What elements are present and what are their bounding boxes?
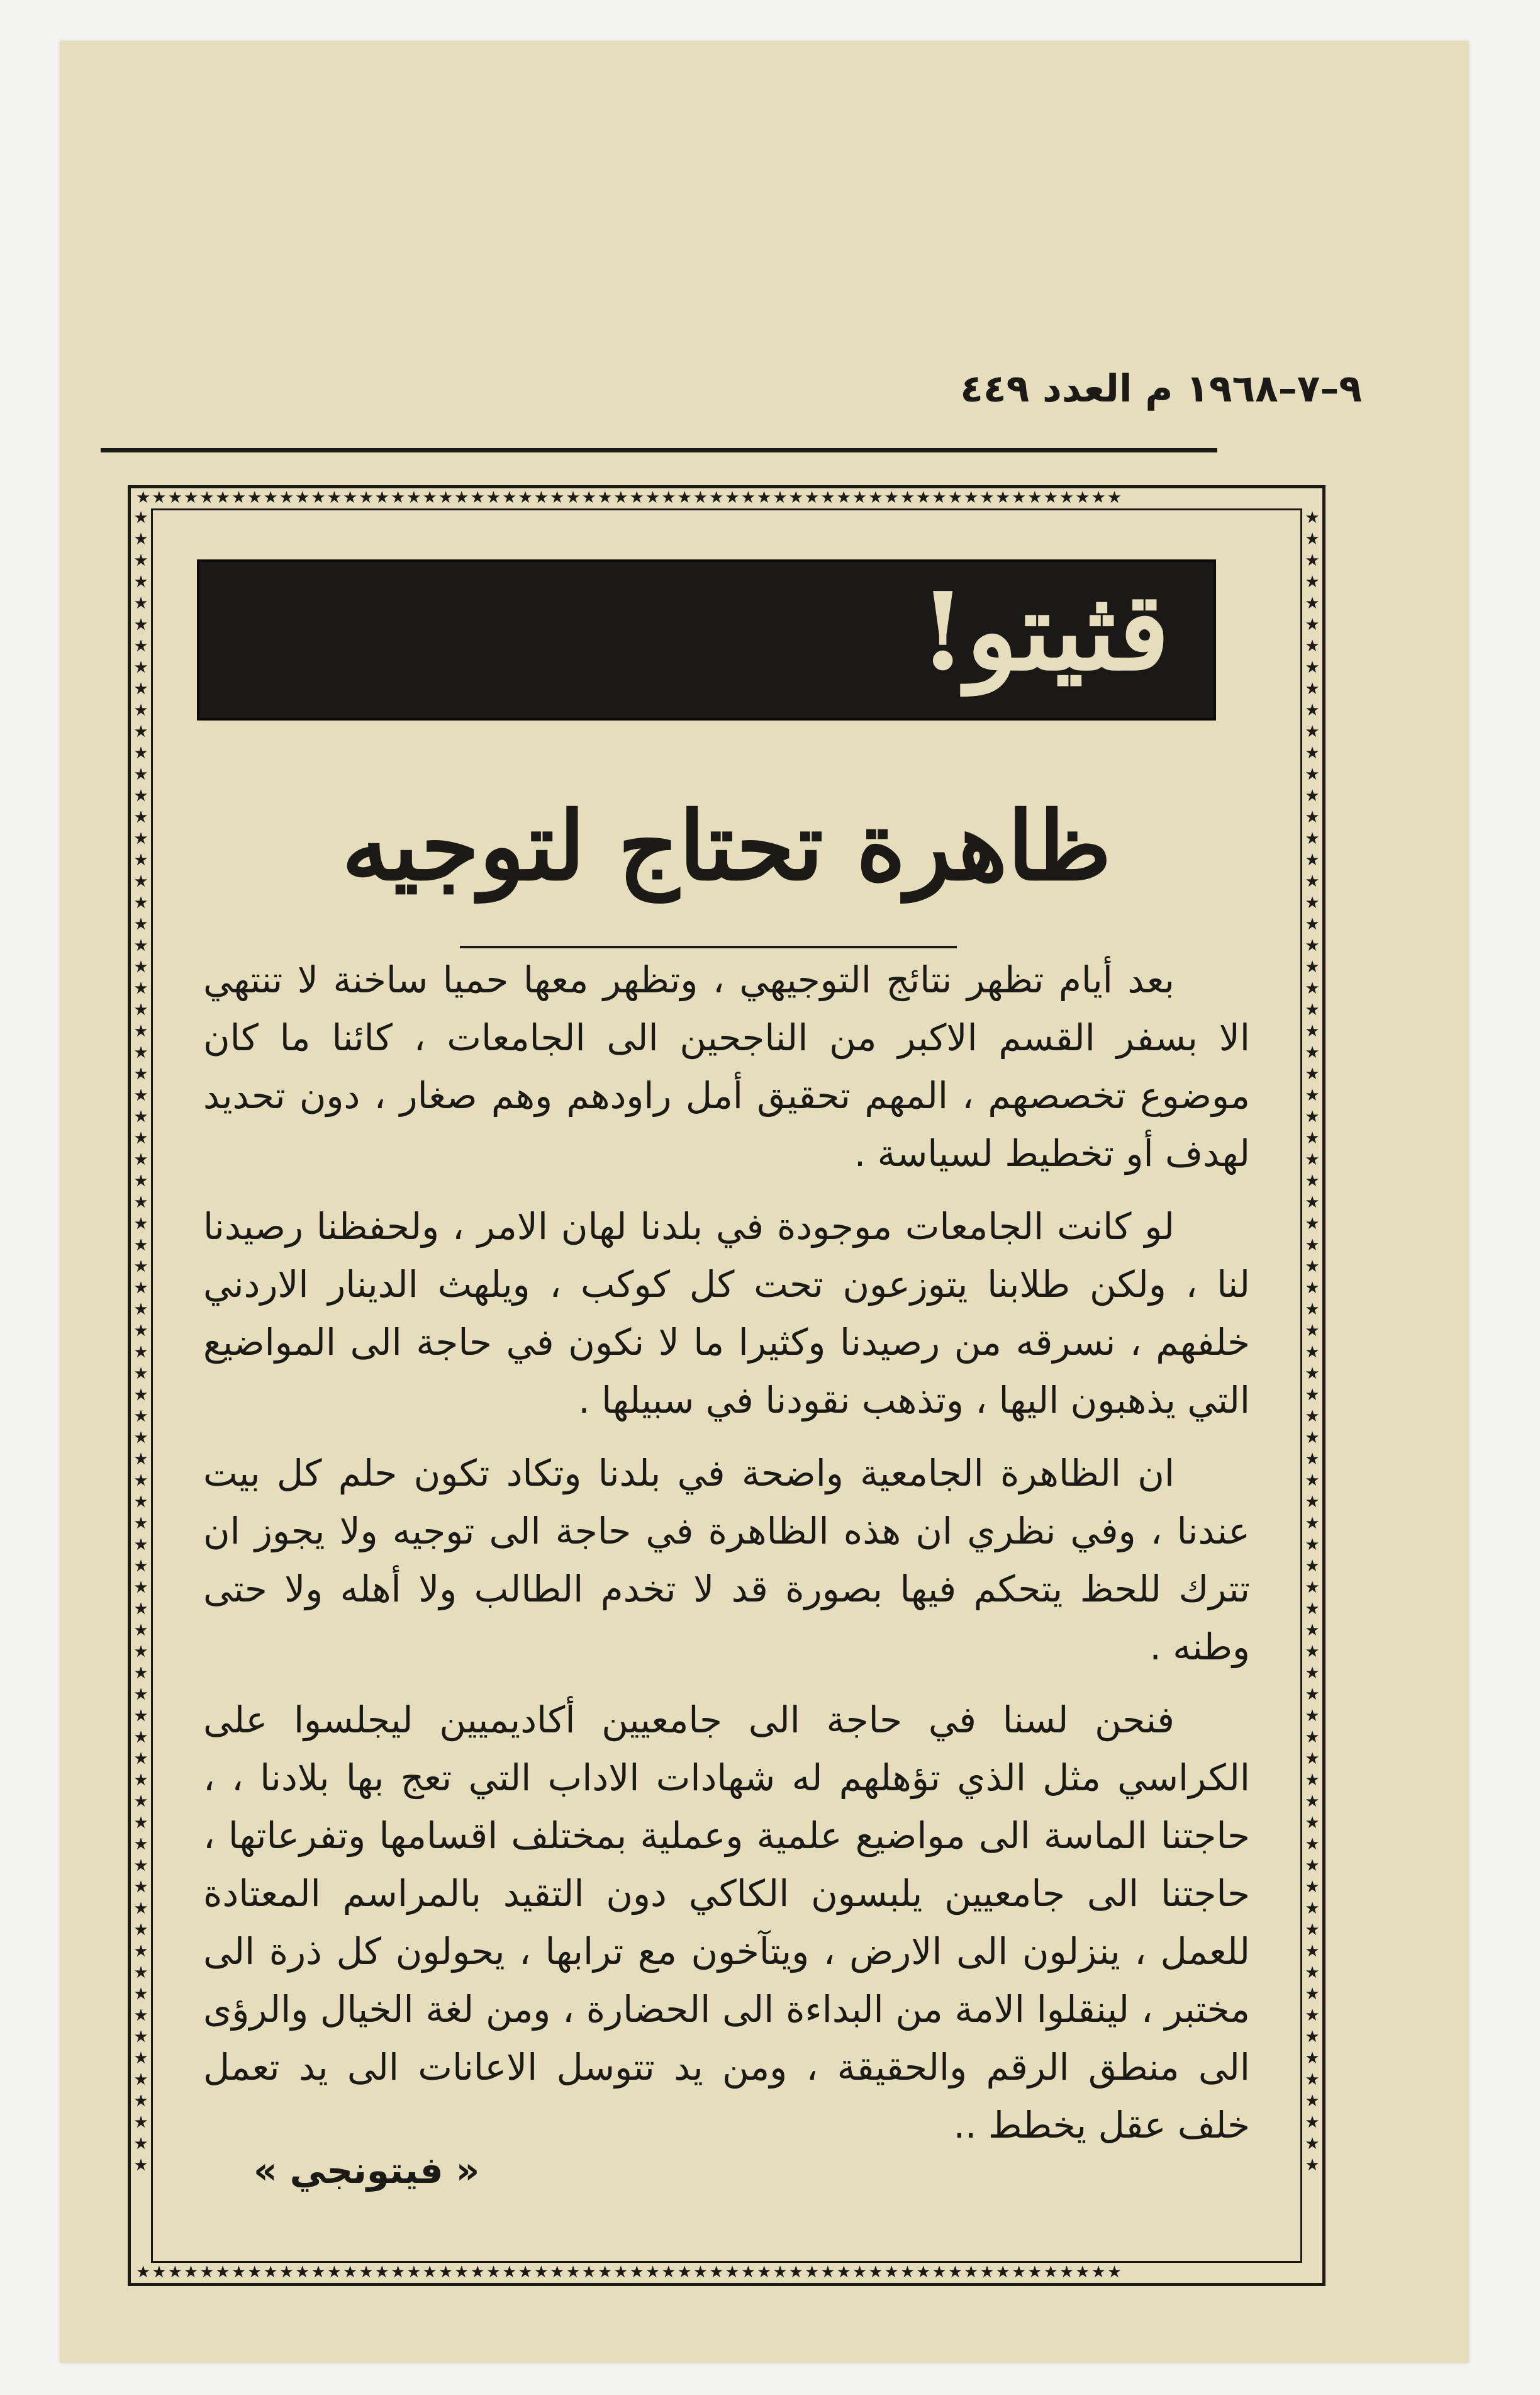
article-body	[203, 951, 1250, 2169]
column-title: قثيتو!	[919, 569, 1169, 695]
author-signature: « فيتونجي »	[254, 2149, 480, 2192]
article-paragraph: لو كانت الجامعات موجودة في بلدنا لهان الامر ، ولحفظنا رصيدنا لنا ، ولكن طلابنا يتوزعون تحت كل كوكب ، ويلهث الدينار الاردني خلفهم ، نسرقه من رصيدنا وكثيرا ما لا نكون في حاجة الى المواضيع التي يذهبون اليها ، وتذهب نقودنا في سبيلها .	[203, 1205, 1250, 1422]
article-paragraph: فنحن لسنا في حاجة الى جامعيين أكاديميين ليجلسوا على الكراسي مثل الذي تؤهلهم له شهادات الاداب التي تعج بها بلادنا ، ، حاجتنا الماسة الى مواضيع علمية وعملية بمختلف اقسامها وتفرعاتها ، حاجتنا الى جامعيين يلبسون الكاكي دون التقيد بالمراسم المعتادة للعمل ، ينزلون الى الارض ، ويتآخون مع ترابها ، يحولون كل ذرة الى مختبر ، لينقلوا الامة من البداءة الى الحضارة ، ومن لغة الخيال والرؤى الى منطق الرقم والحقيقة ، ومن يد تتوسل الاعانات الى يد تعمل خلف عقل يخطط ..	[203, 1698, 1250, 2146]
date-divider	[101, 448, 1217, 452]
article-inner-frame	[151, 508, 1302, 2263]
column-title-banner	[197, 559, 1216, 721]
newspaper-clipping	[60, 41, 1469, 2363]
star-border-right: ★★★★★★★★★★★★★★★★★★★★★★★★★★★★★★★★★★★★★★★★★★★★★★★★★★★★★★★★★★★★★★★★★★★★★★★★★★★★★★	[1305, 508, 1320, 2175]
star-border-top: ★★★★★★★★★★★★★★★★★★★★★★★★★★★★★★★★★★★★★★★★★★★★★★★★★★★★★★★★★★★★★★	[136, 490, 1124, 507]
article-headline: ظاهرة تحتاج لتوجيه	[342, 791, 1112, 902]
article-paragraph: بعد أيام تظهر نتائج التوجيهي ، وتظهر معها حميا ساخنة لا تنتهي الا بسفر القسم الاكبر من الناجحين الى الجامعات ، كائنا ما كان موضوع تخصصهم ، المهم تحقيق أمل راودهم وهم صغار ، دون تحديد لهدف أو تخطيط لسياسة .	[203, 958, 1250, 1175]
star-border-bottom: ★★★★★★★★★★★★★★★★★★★★★★★★★★★★★★★★★★★★★★★★★★★★★★★★★★★★★★★★★★★★★★	[136, 2264, 1124, 2282]
issue-date-line: ٩–٧–١٩٦٨ م العدد ٤٤٩	[960, 367, 1362, 411]
article-frame	[128, 485, 1325, 2286]
star-border-left: ★★★★★★★★★★★★★★★★★★★★★★★★★★★★★★★★★★★★★★★★★★★★★★★★★★★★★★★★★★★★★★★★★★★★★★★★★★★★★★	[133, 508, 148, 2175]
headline-underline	[460, 946, 957, 948]
article-paragraph: ان الظاهرة الجامعية واضحة في بلدنا وتكاد تكون حلم كل بيت عندنا ، وفي نظري ان هذه الظاهرة في حاجة الى توجيه ولا يجوز ان تترك للحظ يتحكم فيها بصورة قد لا تخدم الطالب ولا أهله ولا حتى وطنه .	[203, 1452, 1250, 1668]
